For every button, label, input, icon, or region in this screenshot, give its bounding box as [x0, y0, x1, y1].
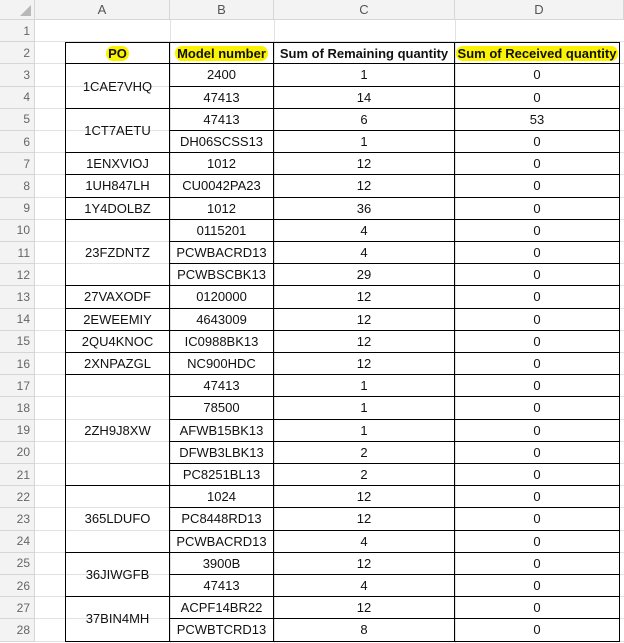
received-qty-cell[interactable]: 0 — [455, 508, 620, 530]
column-header-a[interactable]: A — [35, 0, 170, 20]
po-cell[interactable]: 2XNPAZGL — [65, 353, 170, 375]
received-qty-cell[interactable]: 53 — [455, 109, 620, 131]
model-number-cell[interactable]: CU0042PA23 — [170, 175, 274, 197]
remaining-qty-cell[interactable]: 8 — [274, 619, 455, 641]
row-header[interactable]: 26 — [0, 575, 35, 597]
remaining-qty-cell[interactable]: 36 — [274, 198, 455, 220]
model-number-cell[interactable]: PC8251BL13 — [170, 464, 274, 486]
model-number-cell[interactable]: NC900HDC — [170, 353, 274, 375]
select-all-corner[interactable] — [0, 0, 35, 20]
po-cell[interactable]: 2QU4KNOC — [65, 331, 170, 353]
model-number-cell[interactable]: DH06SCSS13 — [170, 131, 274, 153]
po-cell[interactable]: 1UH847LH — [65, 175, 170, 197]
empty-cell[interactable] — [455, 20, 624, 42]
column-header-d[interactable]: D — [455, 0, 624, 20]
po-cell[interactable]: 1ENXVIOJ — [65, 153, 170, 175]
row-header[interactable]: 12 — [0, 264, 35, 286]
remaining-qty-cell[interactable]: 6 — [274, 109, 455, 131]
po-cell[interactable]: 1CAE7VHQ — [65, 64, 170, 108]
received-qty-cell[interactable]: 0 — [455, 264, 620, 286]
received-qty-cell[interactable]: 0 — [455, 198, 620, 220]
row-header[interactable]: 9 — [0, 198, 35, 220]
model-number-cell[interactable]: 47413 — [170, 375, 274, 397]
header-received-qty-cell[interactable] — [455, 42, 620, 64]
row-header[interactable]: 23 — [0, 508, 35, 530]
row-header[interactable]: 18 — [0, 397, 35, 419]
model-number-cell[interactable]: 1024 — [170, 486, 274, 508]
model-number-cell[interactable]: 2400 — [170, 64, 274, 86]
remaining-qty-cell[interactable]: 12 — [274, 353, 455, 375]
row-header[interactable]: 22 — [0, 486, 35, 508]
model-number-cell[interactable]: 0115201 — [170, 220, 274, 242]
header-model-number: Model number — [177, 45, 266, 61]
row-header[interactable]: 14 — [0, 309, 35, 331]
po-cell[interactable]: 1Y4DOLBZ — [65, 198, 170, 220]
row-header[interactable]: 8 — [0, 175, 35, 197]
model-number-cell[interactable]: 47413 — [170, 109, 274, 131]
received-qty-cell[interactable]: 0 — [455, 553, 620, 575]
model-number-cell[interactable]: PCWBACRD13 — [170, 531, 274, 553]
received-qty-cell[interactable]: 0 — [455, 64, 620, 86]
po-cell[interactable]: 23FZDNTZ — [65, 220, 170, 287]
remaining-qty-cell[interactable]: 1 — [274, 131, 455, 153]
empty-cell[interactable] — [170, 20, 274, 42]
column-header-c[interactable]: C — [274, 0, 455, 20]
remaining-qty-cell[interactable]: 12 — [274, 553, 455, 575]
row-header[interactable]: 19 — [0, 420, 35, 442]
received-qty-cell[interactable]: 0 — [455, 464, 620, 486]
row-header[interactable]: 17 — [0, 375, 35, 397]
row-header[interactable]: 16 — [0, 353, 35, 375]
received-qty-cell[interactable]: 0 — [455, 331, 620, 353]
remaining-qty-cell[interactable]: 2 — [274, 442, 455, 464]
received-qty-cell[interactable]: 0 — [455, 420, 620, 442]
received-qty-cell[interactable]: 0 — [455, 531, 620, 553]
model-number-cell[interactable]: PCWBACRD13 — [170, 242, 274, 264]
remaining-qty-cell[interactable]: 12 — [274, 331, 455, 353]
po-cell[interactable]: 36JIWGFB — [65, 553, 170, 597]
remaining-qty-cell[interactable]: 12 — [274, 597, 455, 619]
row-header[interactable]: 24 — [0, 531, 35, 553]
remaining-qty-cell[interactable]: 1 — [274, 397, 455, 419]
header-remaining-qty: Sum of Remaining quantity — [279, 45, 449, 61]
remaining-qty-cell[interactable]: 4 — [274, 531, 455, 553]
select-all-icon — [20, 5, 31, 16]
row-header[interactable]: 28 — [0, 619, 35, 641]
po-cell[interactable]: 27VAXODF — [65, 286, 170, 308]
remaining-qty-cell[interactable]: 12 — [274, 175, 455, 197]
header-remaining-qty-cell[interactable] — [274, 42, 455, 64]
received-qty-cell[interactable]: 0 — [455, 131, 620, 153]
model-number-cell[interactable]: 47413 — [170, 575, 274, 597]
received-qty-cell[interactable]: 0 — [455, 442, 620, 464]
empty-cell[interactable] — [35, 20, 170, 42]
received-qty-cell[interactable]: 0 — [455, 242, 620, 264]
row-header[interactable]: 21 — [0, 464, 35, 486]
row-header[interactable]: 1 — [0, 20, 35, 42]
po-cell[interactable]: 2EWEEMIY — [65, 309, 170, 331]
received-qty-cell[interactable]: 0 — [455, 597, 620, 619]
model-number-cell[interactable]: PC8448RD13 — [170, 508, 274, 530]
model-number-cell[interactable]: 47413 — [170, 87, 274, 109]
model-number-cell[interactable]: PCWBTCRD13 — [170, 619, 274, 641]
received-qty-cell[interactable]: 0 — [455, 353, 620, 375]
model-number-cell[interactable]: PCWBSCBK13 — [170, 264, 274, 286]
row-header[interactable]: 5 — [0, 109, 35, 131]
remaining-qty-cell[interactable]: 4 — [274, 242, 455, 264]
received-qty-cell[interactable]: 0 — [455, 309, 620, 331]
row-header[interactable]: 3 — [0, 64, 35, 86]
row-header[interactable]: 7 — [0, 153, 35, 175]
po-cell[interactable]: 1CT7AETU — [65, 109, 170, 153]
remaining-qty-cell[interactable]: 2 — [274, 464, 455, 486]
empty-cell[interactable] — [274, 20, 455, 42]
row-header[interactable]: 20 — [0, 442, 35, 464]
received-qty-cell[interactable]: 0 — [455, 286, 620, 308]
model-number-cell[interactable]: AFWB15BK13 — [170, 420, 274, 442]
model-number-cell[interactable]: IC0988BK13 — [170, 331, 274, 353]
remaining-qty-cell[interactable]: 12 — [274, 309, 455, 331]
row-header[interactable]: 10 — [0, 220, 35, 242]
row-header[interactable]: 15 — [0, 331, 35, 353]
row-header[interactable]: 11 — [0, 242, 35, 264]
received-qty-cell[interactable]: 0 — [455, 486, 620, 508]
row-header[interactable]: 25 — [0, 553, 35, 575]
remaining-qty-cell[interactable]: 12 — [274, 486, 455, 508]
received-qty-cell[interactable]: 0 — [455, 619, 620, 641]
received-qty-cell[interactable]: 0 — [455, 220, 620, 242]
remaining-qty-cell[interactable]: 1 — [274, 64, 455, 86]
header-po: PO — [108, 45, 127, 61]
po-cell[interactable]: 2ZH9J8XW — [65, 375, 170, 486]
row-header[interactable]: 4 — [0, 87, 35, 109]
model-number-cell[interactable]: 3900B — [170, 553, 274, 575]
remaining-qty-cell[interactable]: 12 — [274, 153, 455, 175]
model-number-cell[interactable]: 1012 — [170, 198, 274, 220]
remaining-qty-cell[interactable]: 12 — [274, 286, 455, 308]
received-qty-cell[interactable]: 0 — [455, 175, 620, 197]
remaining-qty-cell[interactable]: 4 — [274, 220, 455, 242]
header-received-qty: Sum of Received quantity — [457, 45, 617, 61]
received-qty-cell[interactable]: 0 — [455, 397, 620, 419]
received-qty-cell[interactable]: 0 — [455, 87, 620, 109]
remaining-qty-cell[interactable]: 1 — [274, 375, 455, 397]
received-qty-cell[interactable]: 0 — [455, 575, 620, 597]
row-header[interactable]: 6 — [0, 131, 35, 153]
remaining-qty-cell[interactable]: 4 — [274, 575, 455, 597]
row-header[interactable]: 2 — [0, 42, 35, 64]
header-model-number-cell[interactable] — [170, 42, 274, 64]
po-cell[interactable]: 365LDUFO — [65, 486, 170, 553]
received-qty-cell[interactable]: 0 — [455, 375, 620, 397]
received-qty-cell[interactable]: 0 — [455, 153, 620, 175]
model-number-cell[interactable]: DFWB3LBK13 — [170, 442, 274, 464]
header-po-cell[interactable] — [65, 42, 170, 64]
model-number-cell[interactable]: 78500 — [170, 397, 274, 419]
model-number-cell[interactable]: 4643009 — [170, 309, 274, 331]
row-header[interactable]: 13 — [0, 286, 35, 308]
model-number-cell[interactable]: ACPF14BR22 — [170, 597, 274, 619]
model-number-cell[interactable]: 0120000 — [170, 286, 274, 308]
row-header[interactable]: 27 — [0, 597, 35, 619]
remaining-qty-cell[interactable]: 1 — [274, 420, 455, 442]
column-header-b[interactable]: B — [170, 0, 274, 20]
po-cell[interactable]: 37BIN4MH — [65, 597, 170, 641]
remaining-qty-cell[interactable]: 14 — [274, 87, 455, 109]
remaining-qty-cell[interactable]: 29 — [274, 264, 455, 286]
remaining-qty-cell[interactable]: 12 — [274, 508, 455, 530]
model-number-cell[interactable]: 1012 — [170, 153, 274, 175]
